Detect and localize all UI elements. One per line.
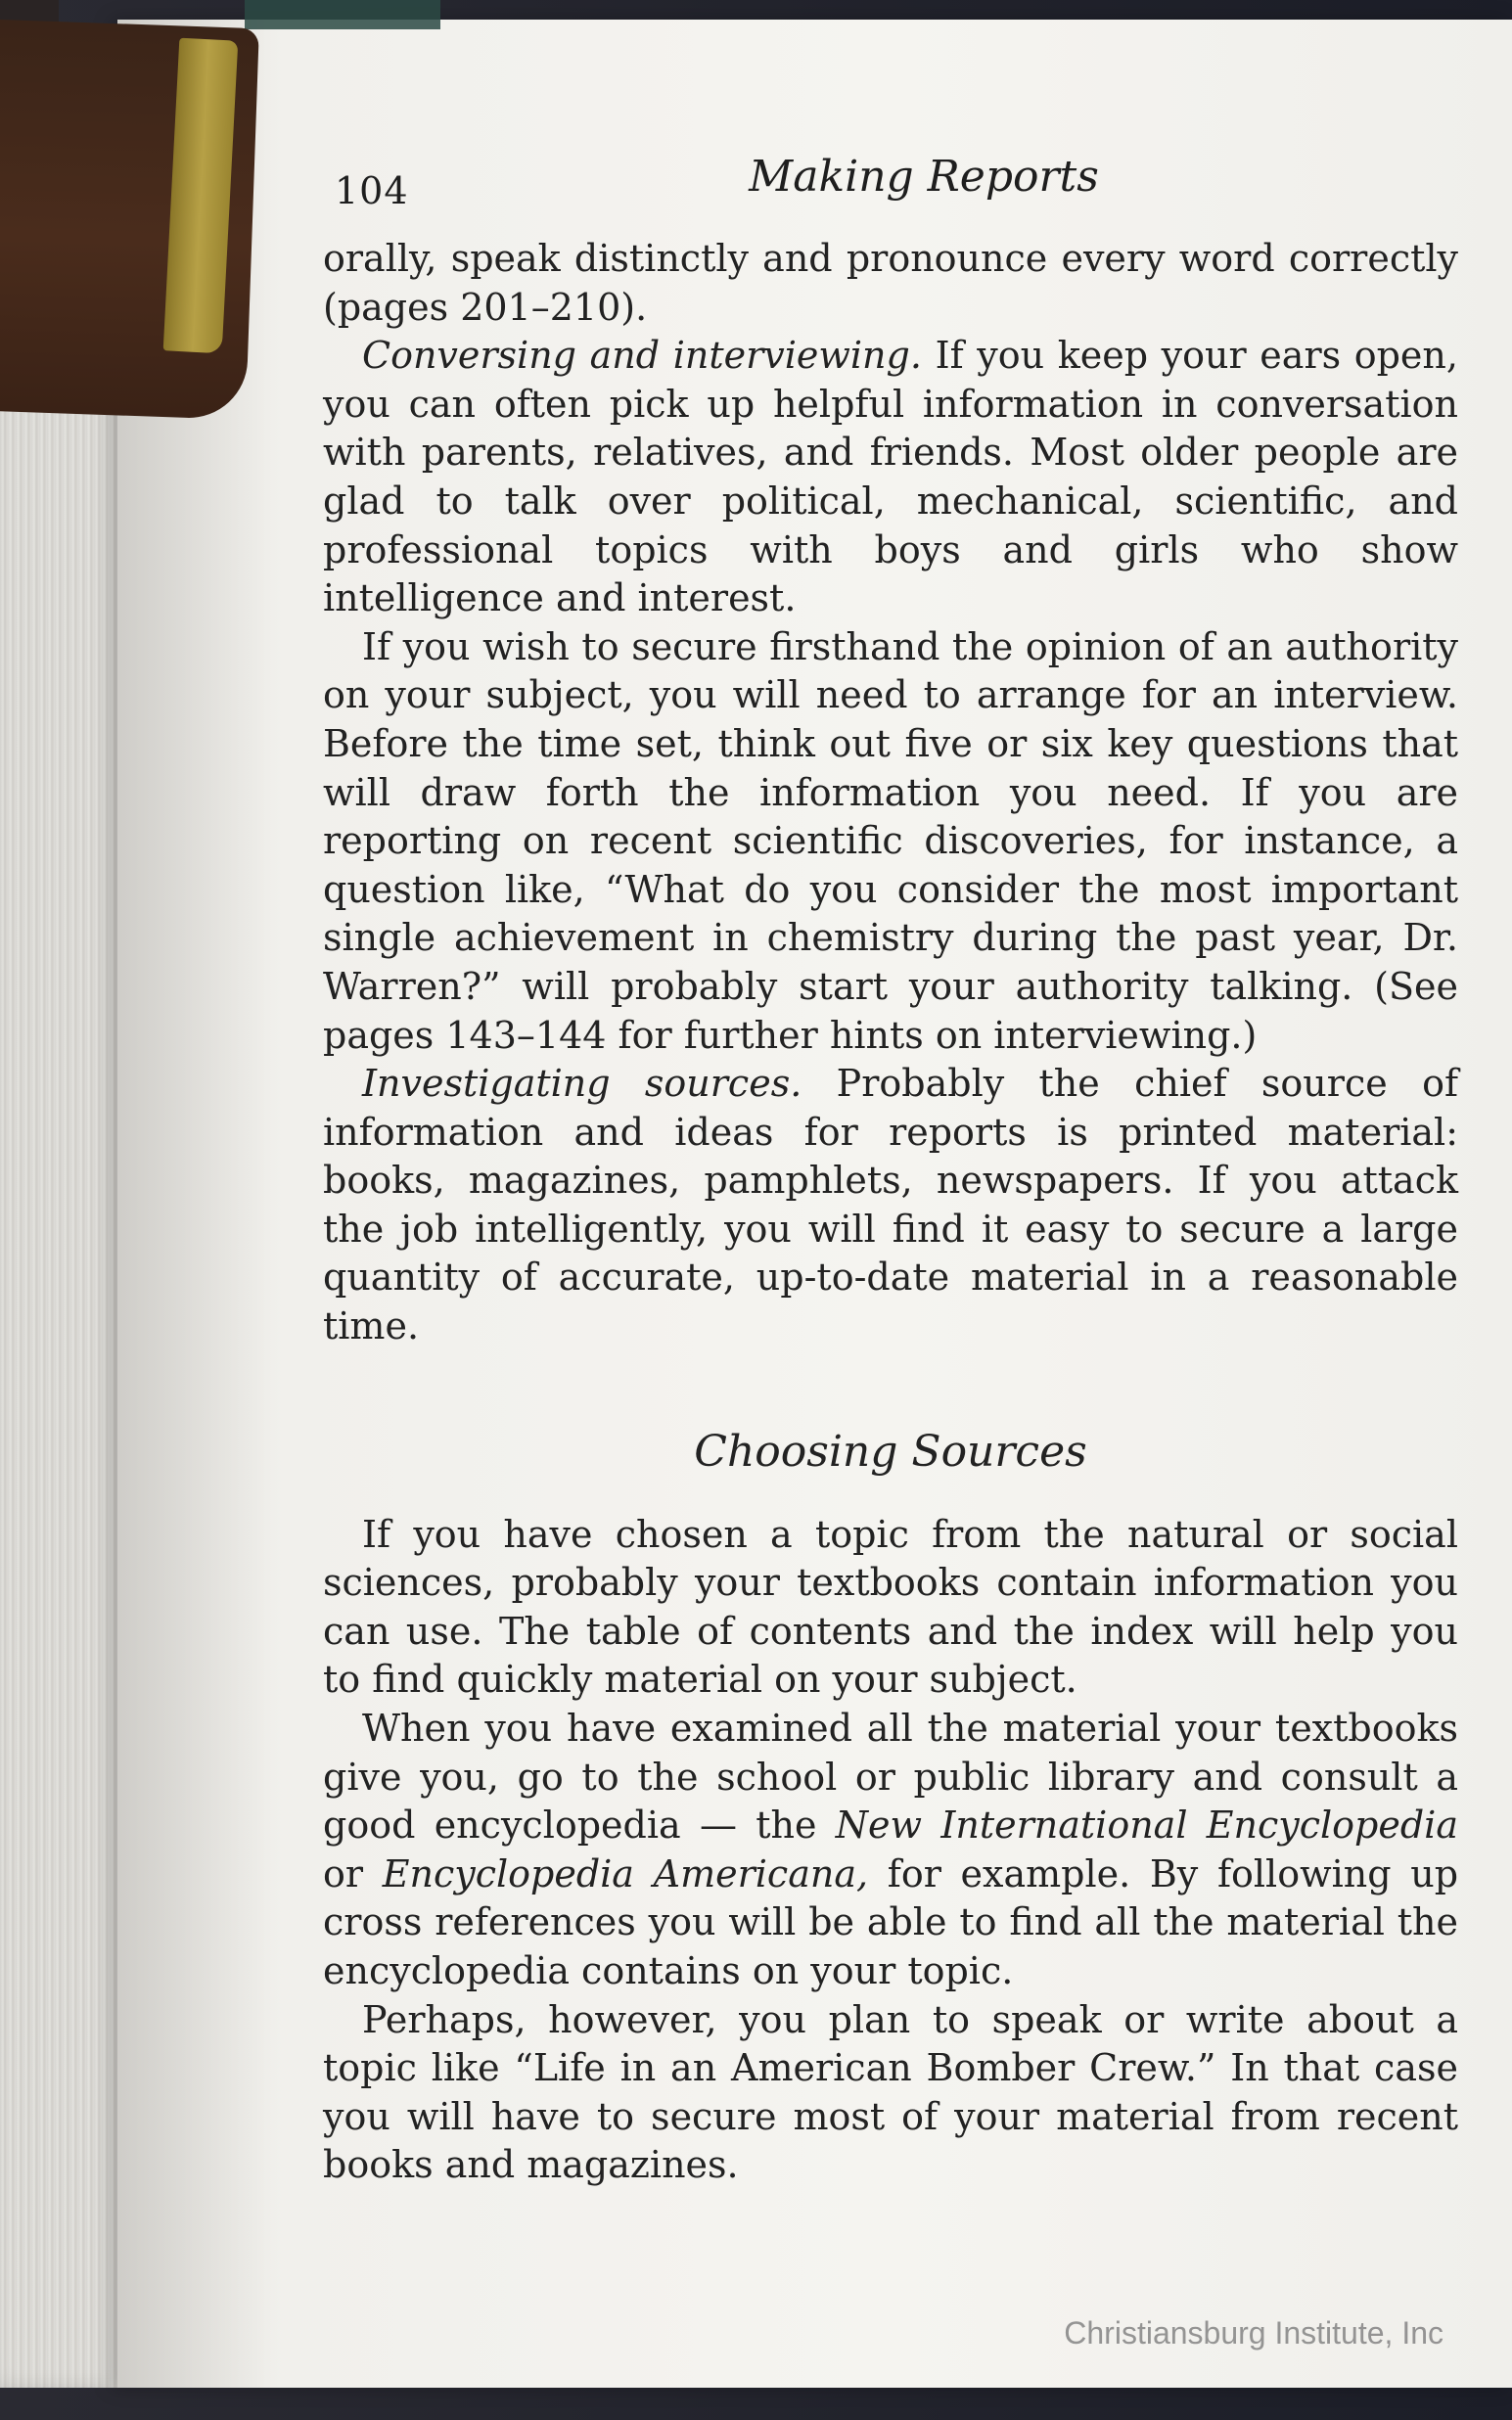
paragraph-conversing [323, 332, 1458, 623]
paragraph-body: If you keep your ears open, you can often pick up helpful information in conversation with parents, relatives, and friends. Most older people are glad to talk over political, mechanical, scientific, and professional topics with boys and girls who show intelligence and interest. [323, 334, 1458, 620]
section-heading: Choosing Sources [694, 1426, 1087, 1477]
watermark: Christiansburg Institute, Inc [1064, 2315, 1443, 2351]
paragraph-segment: for example. By following up cross references you will be able to find all the material the encyclopedia contains on your topic. [323, 1851, 1459, 1992]
paragraph-textbooks: If you have chosen a topic from the natural or social sciences, probably your textbooks contain information you can use. The table of contents and the index will help you to find quickly material on your subject. [323, 1512, 1458, 1702]
paragraph-1: orally, speak distinctly and pronounce every word correctly (pages 201–210). [323, 237, 1458, 329]
encyclopedia-title-2: Encyclopedia Americana, [382, 1851, 869, 1895]
paragraph-interview: If you wish to secure firsthand the opinion of an authority on your subject, you will need to arrange for an interview. Before the time set, think out five or six key questions that will draw forth the information you need. If you are reporting on recent scientific discoveries, for instance, a question like, “What do you consider the most important single achievement in chemistry during the past year, Dr. Warren?” will probably start your authority talking. (See pages 143–144 for further hints on interviewing.) [323, 624, 1458, 1057]
encyclopedia-title-1: New International Encyclopedia [835, 1804, 1458, 1848]
paragraph-investigating [323, 1060, 1458, 1351]
cover-binding-strip [245, 0, 440, 29]
page-number: 104 [335, 169, 409, 212]
paragraph-segment: When you have examined all the material your textbooks give you, go to the school or public library and consult a good encyclopedia — the [323, 1707, 1458, 1848]
paragraph-lead: Conversing and interviewing. [362, 334, 922, 378]
running-head [323, 152, 1458, 210]
body-text [323, 235, 1458, 2190]
paragraph-body: Probably the chief source of information and ideas for reports is printed material: books, magazines, pamphlets, newspapers. If you attack the job intelligently, you will find it easy to secure a large quantity of accurate, up-to-date material in a reasonable time. [323, 1062, 1459, 1348]
paragraph-lead: Investigating sources. [362, 1062, 802, 1106]
paragraph-bomber-crew: Perhaps, however, you plan to speak or write about a topic like “Life in an American Bomber Crew.” In that case you will have to secure most of your material from recent books and magazines. [323, 1997, 1458, 2187]
running-title: Making Reports [749, 152, 1099, 202]
paragraph-encyclopedia [323, 1705, 1458, 1996]
paragraph-segment: or [323, 1851, 383, 1895]
